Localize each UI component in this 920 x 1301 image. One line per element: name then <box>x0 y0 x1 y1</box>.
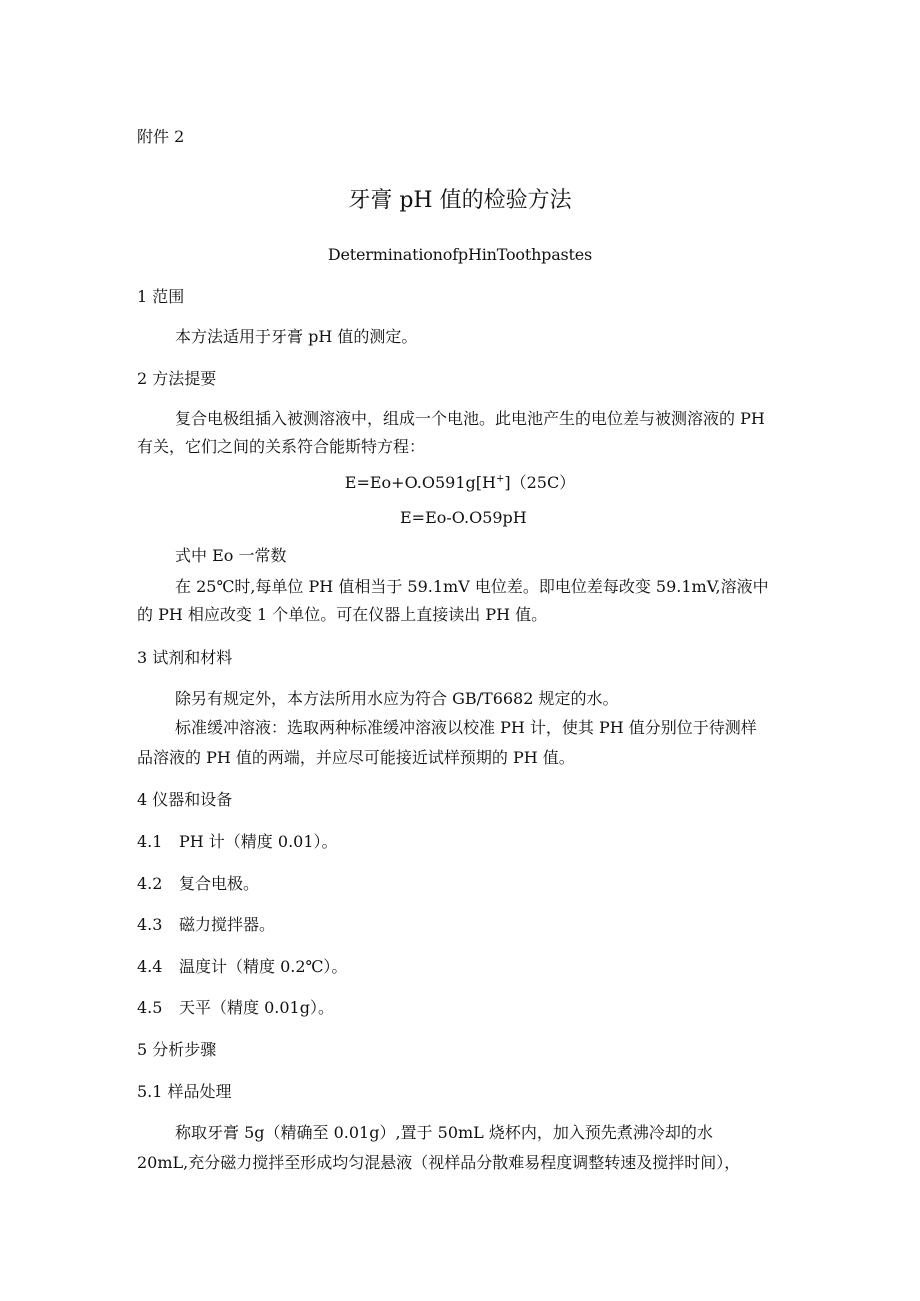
equipment-item-text: 复合电极。 <box>179 874 260 893</box>
equipment-item <box>137 956 347 978</box>
equipment-item-text: PH 计（精度 0.01）。 <box>179 832 338 851</box>
section-3-paragraph-2-line2: 品溶液的 PH 值的两端，并应尽可能接近试样预期的 PH 值。 <box>137 748 575 767</box>
section-2-heading: 2 方法提要 <box>137 369 217 388</box>
formula-note: 式中 Eo 一常数 <box>175 546 287 565</box>
section-2-explanation-line1: 在 25℃时,每单位 PH 值相当于 59.1mV 电位差。即电位差每改变 59.1mV,溶液中 <box>175 577 769 596</box>
document-subtitle: DeterminationofpHinToothpastes <box>327 245 593 264</box>
equipment-item-text: 天平（精度 0.01g）。 <box>179 998 334 1017</box>
attachment-label: 附件 2 <box>137 127 185 146</box>
section-1-heading: 1 范围 <box>137 287 185 306</box>
section-5-1-paragraph-line1: 称取牙膏 5g（精确至 0.01g）,置于 50mL 烧杯内，加入预先煮沸冷却的水 <box>175 1123 713 1142</box>
equipment-item-number: 4.3 <box>137 915 163 934</box>
equipment-item-text: 温度计（精度 0.2℃）。 <box>179 957 348 976</box>
section-3-paragraph-2-line1: 标准缓冲溶液：选取两种标准缓冲溶液以校准 PH 计，使其 PH 值分别位于待测样 <box>175 718 757 737</box>
equipment-item <box>137 873 259 895</box>
formula-nernst-suffix: ]（25C） <box>504 473 576 492</box>
equipment-item-number: 4.5 <box>137 998 163 1017</box>
equipment-item-number: 4.1 <box>137 832 163 851</box>
section-2-paragraph-line2: 有关，它们之间的关系符合能斯特方程： <box>137 437 426 456</box>
section-1-paragraph: 本方法适用于牙膏 pH 值的测定。 <box>175 327 418 346</box>
formula-nernst-superscript: + <box>495 473 505 485</box>
section-5-1-paragraph-line2: 20mL,充分磁力搅拌至形成均匀混悬液（视样品分散难易程度调整转速及搅拌时间）， <box>137 1153 741 1172</box>
equipment-item <box>137 997 334 1019</box>
section-3-heading: 3 试剂和材料 <box>137 648 233 667</box>
formula-nernst <box>0 472 920 494</box>
section-4-heading: 4 仪器和设备 <box>137 790 233 809</box>
document-title: 牙膏 pH 值的检验方法 <box>348 188 572 213</box>
formula-nernst-prefix: E=Eo+O.O591g[H <box>344 473 496 492</box>
section-5-heading: 5 分析步骤 <box>137 1040 217 1059</box>
formula-ph: E=Eo-O.O59pH <box>400 508 527 527</box>
equipment-item-number: 4.4 <box>137 957 163 976</box>
equipment-item <box>137 831 338 853</box>
section-5-1-heading: 5.1 样品处理 <box>137 1082 232 1101</box>
equipment-item <box>137 914 275 936</box>
section-2-explanation-line2: 的 PH 相应改变 1 个单位。可在仪器上直接读出 PH 值。 <box>137 605 548 624</box>
equipment-item-number: 4.2 <box>137 874 163 893</box>
section-3-paragraph-1: 除另有规定外，本方法所用水应为符合 GB/T6682 规定的水。 <box>175 689 619 708</box>
section-2-paragraph-line1: 复合电极组插入被测溶液中，组成一个电池。此电池产生的电位差与被测溶液的 PH <box>175 409 765 428</box>
equipment-item-text: 磁力搅拌器。 <box>179 915 276 934</box>
